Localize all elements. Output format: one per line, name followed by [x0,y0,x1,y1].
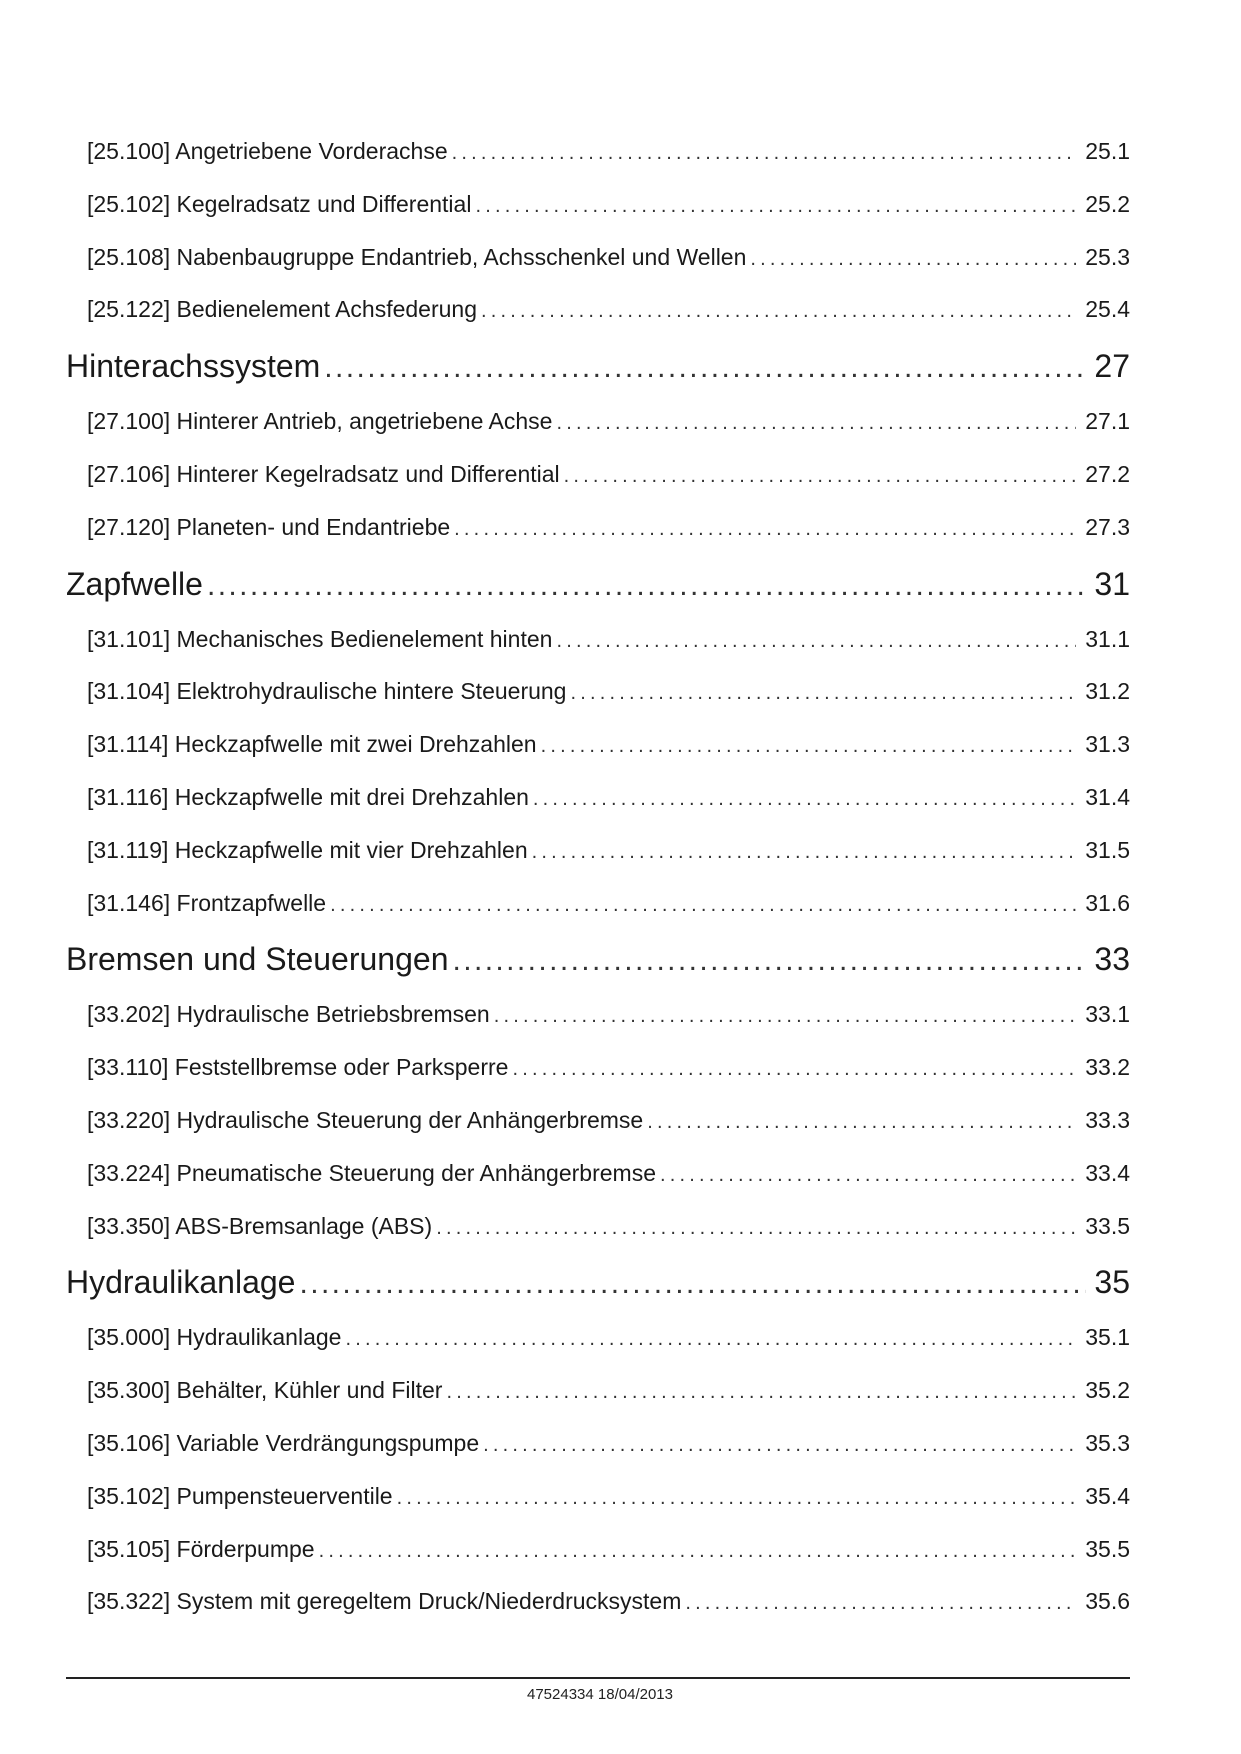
footer-divider [66,1677,1130,1679]
dot-leader [393,1475,1076,1521]
toc-entry-label: [25.102] Kegelradsatz und Differential [87,190,472,217]
toc-entry[interactable] [87,774,1130,827]
dot-leader [341,1316,1076,1362]
toc-entry-label: [27.106] Hinterer Kegelradsatz und Differential [87,460,560,487]
toc-entry-page: 31.6 [1085,889,1130,916]
toc-entry-page: 27.1 [1085,408,1130,435]
toc-entry-page: 31.4 [1085,783,1130,810]
toc-entry-page: 25.4 [1085,296,1130,323]
toc-entry-page: 25.3 [1085,243,1130,270]
toc-entry-page: 27.3 [1085,513,1130,540]
toc-entry-label: [31.119] Heckzapfwelle mit vier Drehzahlen [87,836,528,863]
dot-leader [528,829,1076,875]
toc-entry-label: [35.322] System mit geregeltem Druck/Niederdrucksystem [87,1588,682,1615]
toc-section-heading[interactable] [66,1261,1130,1314]
dot-leader [508,1046,1076,1092]
toc-section-label: Zapfwelle [66,565,203,602]
dot-leader [490,993,1076,1039]
toc-entry[interactable] [87,234,1130,287]
toc-entry[interactable] [87,128,1130,181]
dot-leader [295,1263,1086,1305]
dot-leader [529,776,1076,822]
dot-leader [681,1580,1076,1626]
dot-leader [442,1369,1076,1415]
toc-entry-label: [31.116] Heckzapfwelle mit drei Drehzahlen [87,783,529,810]
toc-entry[interactable] [87,880,1130,933]
toc-section-heading[interactable] [66,938,1130,991]
toc-entry[interactable] [87,181,1130,234]
dot-leader [552,618,1076,664]
toc-entry[interactable] [87,721,1130,774]
toc-entry-label: [33.350] ABS-Bremsanlage (ABS) [87,1212,433,1239]
dot-leader [552,400,1076,446]
dot-leader [479,1422,1076,1468]
toc-entry-page: 31.2 [1085,678,1130,705]
toc-entry-label: [35.105] Förderpumpe [87,1535,315,1562]
toc-section-page: 33 [1094,941,1130,978]
toc-entry-label: [33.202] Hydraulische Betriebsbremsen [87,1001,490,1028]
toc-entry[interactable] [87,504,1130,557]
toc-entry-label: [33.224] Pneumatische Steuerung der Anhängerbremse [87,1159,656,1186]
toc-entry[interactable] [87,398,1130,451]
toc-entry-label: [27.120] Planeten- und Endantriebe [87,513,451,540]
toc-entry[interactable] [87,1097,1130,1150]
toc-entry-label: [33.110] Feststellbremse oder Parksperre [87,1054,509,1081]
toc-entry[interactable] [87,1473,1130,1526]
toc-entry-label: [31.114] Heckzapfwelle mit zwei Drehzahlen [87,731,537,758]
toc-entry-label: [35.000] Hydraulikanlage [87,1324,342,1351]
dot-leader [643,1099,1076,1145]
toc-entry[interactable] [87,1578,1130,1631]
toc-entry-page: 31.5 [1085,836,1130,863]
toc-entry[interactable] [87,1044,1130,1097]
dot-leader [448,130,1076,176]
toc-entry-page: 33.1 [1085,1001,1130,1028]
toc-entry-label: [35.300] Behälter, Kühler und Filter [87,1377,443,1404]
toc-entry-label: [25.108] Nabenbaugruppe Endantrieb, Achsschenkel und Wellen [87,243,747,270]
footer-doc-number: 47524334 [527,1686,594,1703]
toc-entry-label: [35.106] Variable Verdrängungspumpe [87,1429,480,1456]
toc-section-page: 27 [1094,348,1130,385]
toc-entry[interactable] [87,668,1130,721]
dot-leader [320,347,1086,389]
toc-entry-label: [31.101] Mechanisches Bedienelement hinten [87,625,553,652]
toc-entry[interactable] [87,1150,1130,1203]
toc-entry-page: 33.2 [1085,1054,1130,1081]
dot-leader [326,882,1076,928]
page-footer [0,1686,1200,1703]
toc-entry-label: [25.122] Bedienelement Achsfederung [87,296,478,323]
toc-entry-page: 35.4 [1085,1482,1130,1509]
toc-entry-page: 27.2 [1085,460,1130,487]
toc-entry[interactable] [87,286,1130,339]
toc-entry-label: [31.104] Elektrohydraulische hintere Steuerung [87,678,567,705]
toc-entry[interactable] [87,991,1130,1044]
toc-entry[interactable] [87,1314,1130,1367]
toc-entry[interactable] [87,1367,1130,1420]
toc-entry-page: 35.6 [1085,1588,1130,1615]
toc-section-label: Hinterachssystem [66,348,321,385]
toc-entry[interactable] [87,1203,1130,1256]
toc-section-page: 31 [1094,565,1130,602]
toc-section-page: 35 [1094,1264,1130,1301]
toc-entry[interactable] [87,827,1130,880]
dot-leader [471,183,1076,229]
toc-entry-label: [35.102] Pumpensteuerventile [87,1482,393,1509]
toc-entry-page: 31.3 [1085,731,1130,758]
toc-entry[interactable] [87,1526,1130,1579]
toc-entry-page: 35.2 [1085,1377,1130,1404]
dot-leader [560,453,1076,499]
dot-leader [746,236,1076,282]
toc-entry-page: 33.4 [1085,1159,1130,1186]
toc-entry-label: [33.220] Hydraulische Steuerung der Anhängerbremse [87,1106,644,1133]
dot-leader [315,1528,1076,1574]
toc-section-heading[interactable] [66,345,1130,398]
dot-leader [450,506,1076,552]
toc-entry-page: 33.3 [1085,1106,1130,1133]
dot-leader [656,1152,1076,1198]
dot-leader [566,670,1076,716]
toc-entry[interactable] [87,1420,1130,1473]
toc-entry-page: 31.1 [1085,625,1130,652]
toc-entry-page: 35.5 [1085,1535,1130,1562]
dot-leader [477,288,1076,334]
dot-leader [203,565,1086,607]
toc-entry[interactable] [87,451,1130,504]
toc-entry-page: 33.5 [1085,1212,1130,1239]
toc-entry-page: 25.2 [1085,190,1130,217]
toc-entry-page: 35.1 [1085,1324,1130,1351]
dot-leader [432,1205,1076,1251]
footer-date: 18/04/2013 [597,1686,673,1703]
toc-entry[interactable] [87,616,1130,669]
toc-entry-page: 25.1 [1085,138,1130,164]
toc-entry-label: [25.100] Angetriebene Vorderachse [87,138,448,164]
toc-entry-label: [31.146] Frontzapfwelle [87,889,327,916]
table-of-contents [66,128,1130,1631]
dot-leader [448,940,1086,982]
toc-section-label: Bremsen und Steuerungen [66,941,449,978]
dot-leader [537,723,1076,769]
toc-section-heading[interactable] [66,563,1130,616]
toc-section-label: Hydraulikanlage [66,1264,296,1301]
toc-entry-label: [27.100] Hinterer Antrieb, angetriebene Achse [87,408,553,435]
toc-entry-page: 35.3 [1085,1429,1130,1456]
